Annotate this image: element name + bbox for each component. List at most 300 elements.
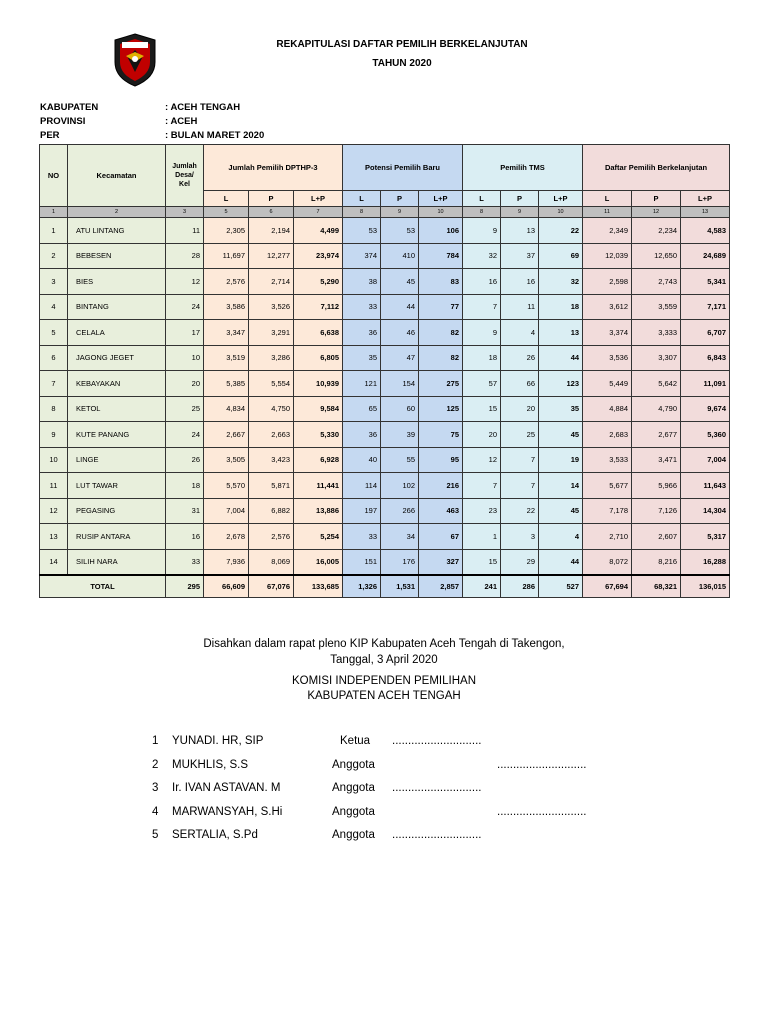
table-cell: 7,936 xyxy=(204,549,249,575)
total-cell: 286 xyxy=(501,575,539,598)
info-value-provinsi: : ACEH xyxy=(165,116,198,127)
header-p: P xyxy=(381,191,419,207)
table-cell: 37 xyxy=(501,243,539,269)
signatory-row xyxy=(152,806,612,822)
table-cell: 66 xyxy=(501,371,539,397)
column-index-cell: 7 xyxy=(294,207,343,218)
total-cell: 527 xyxy=(539,575,583,598)
table-cell: 45 xyxy=(539,422,583,448)
table-cell: 33 xyxy=(343,294,381,320)
table-cell: 9,674 xyxy=(681,396,730,422)
table-cell: 275 xyxy=(419,371,463,397)
total-cell: 133,685 xyxy=(294,575,343,598)
table-cell: 7 xyxy=(40,371,68,397)
table-cell: 12,277 xyxy=(249,243,294,269)
table-cell: 5,290 xyxy=(294,269,343,295)
header-dpb: Daftar Pemilih Berkelanjutan xyxy=(583,145,730,191)
table-cell: 7 xyxy=(501,473,539,499)
header-l: L xyxy=(343,191,381,207)
table-row xyxy=(40,396,730,422)
table-row xyxy=(40,549,730,575)
table-cell: 8,216 xyxy=(632,549,681,575)
table-cell: 16 xyxy=(501,269,539,295)
table-cell: 151 xyxy=(343,549,381,575)
table-cell: 5,642 xyxy=(632,371,681,397)
signatory-number: 4 xyxy=(152,805,159,818)
header-lp: L+P xyxy=(419,191,463,207)
table-cell: 44 xyxy=(381,294,419,320)
table-cell: 3,505 xyxy=(204,447,249,473)
table-cell: 16,288 xyxy=(681,549,730,575)
table-cell: 6,882 xyxy=(249,498,294,524)
table-cell: 53 xyxy=(343,218,381,244)
column-index-row xyxy=(40,207,730,218)
total-cell: 67,694 xyxy=(583,575,632,598)
header-jumlah-desa: Jumlah Desa/ Kel xyxy=(166,145,204,207)
table-cell: 784 xyxy=(419,243,463,269)
kecamatan-cell: BINTANG xyxy=(68,294,166,320)
table-cell: 5,254 xyxy=(294,524,343,550)
total-row xyxy=(40,575,730,598)
table-row xyxy=(40,524,730,550)
table-cell: 77 xyxy=(419,294,463,320)
table-cell: 2,576 xyxy=(204,269,249,295)
table-cell: 20 xyxy=(166,371,204,397)
table-cell: 13,886 xyxy=(294,498,343,524)
document-title: REKAPITULASI DAFTAR PEMILIH BERKELANJUTAN xyxy=(276,39,528,50)
table-cell: 82 xyxy=(419,320,463,346)
signatory-number: 1 xyxy=(152,735,159,747)
table-cell: 12,039 xyxy=(583,243,632,269)
header-lp: L+P xyxy=(539,191,583,207)
table-cell: 24 xyxy=(166,294,204,320)
signatory-name: SERTALIA, S.Pd xyxy=(172,829,258,841)
table-cell: 5,360 xyxy=(681,422,730,448)
table-cell: 20 xyxy=(501,396,539,422)
table-cell: 47 xyxy=(381,345,419,371)
header-potensi: Potensi Pemilih Baru xyxy=(343,145,463,191)
table-cell: 32 xyxy=(539,269,583,295)
signatory-row xyxy=(152,782,612,798)
table-cell: 12,650 xyxy=(632,243,681,269)
table-cell: 46 xyxy=(381,320,419,346)
table-cell: 33 xyxy=(166,549,204,575)
table-cell: 16 xyxy=(166,524,204,550)
table-cell: 3,333 xyxy=(632,320,681,346)
table-cell: 28 xyxy=(166,243,204,269)
header-kecamatan: Kecamatan xyxy=(68,145,166,207)
table-cell: 4,790 xyxy=(632,396,681,422)
table-cell: 3 xyxy=(501,524,539,550)
table-cell: 10 xyxy=(166,345,204,371)
table-cell: 5,677 xyxy=(583,473,632,499)
table-cell: 3,471 xyxy=(632,447,681,473)
table-cell: 410 xyxy=(381,243,419,269)
signatory-row xyxy=(152,735,612,751)
header-l: L xyxy=(463,191,501,207)
table-cell: 6,707 xyxy=(681,320,730,346)
total-cell: 295 xyxy=(166,575,204,598)
table-row xyxy=(40,498,730,524)
kecamatan-cell: KUTE PANANG xyxy=(68,422,166,448)
column-index-cell: 12 xyxy=(632,207,681,218)
table-cell: 9 xyxy=(463,218,501,244)
column-index-cell: 13 xyxy=(681,207,730,218)
table-cell: 34 xyxy=(381,524,419,550)
table-cell: 3,536 xyxy=(583,345,632,371)
signatory-row xyxy=(152,829,612,845)
kecamatan-cell: KETOL xyxy=(68,396,166,422)
table-cell: 60 xyxy=(381,396,419,422)
table-cell: 2,678 xyxy=(204,524,249,550)
signatory-row xyxy=(152,759,612,775)
table-cell: 7,178 xyxy=(583,498,632,524)
table-cell: 123 xyxy=(539,371,583,397)
table-cell: 3,291 xyxy=(249,320,294,346)
header-no: NO xyxy=(40,145,68,207)
table-cell: 16,005 xyxy=(294,549,343,575)
kecamatan-cell: LINGE xyxy=(68,447,166,473)
signature-line: ............................ xyxy=(392,735,482,747)
table-cell: 3,533 xyxy=(583,447,632,473)
kecamatan-cell: BEBESEN xyxy=(68,243,166,269)
table-cell: 44 xyxy=(539,345,583,371)
table-cell: 11,091 xyxy=(681,371,730,397)
total-cell: 68,321 xyxy=(632,575,681,598)
column-index-cell: 8 xyxy=(463,207,501,218)
table-cell: 35 xyxy=(539,396,583,422)
table-cell: 67 xyxy=(419,524,463,550)
table-cell: 26 xyxy=(501,345,539,371)
table-cell: 114 xyxy=(343,473,381,499)
table-cell: 8,069 xyxy=(249,549,294,575)
signature-line: ............................ xyxy=(497,805,587,818)
signatory-number: 2 xyxy=(152,758,159,771)
table-cell: 6 xyxy=(40,345,68,371)
column-index-cell: 3 xyxy=(166,207,204,218)
table-cell: 197 xyxy=(343,498,381,524)
column-index-cell: 2 xyxy=(68,207,166,218)
org-name-line2: KABUPATEN ACEH TENGAH xyxy=(307,690,461,702)
table-cell: 3,612 xyxy=(583,294,632,320)
table-cell: 2,598 xyxy=(583,269,632,295)
table-cell: 4,834 xyxy=(204,396,249,422)
header-tms: Pemilih TMS xyxy=(463,145,583,191)
table-cell: 39 xyxy=(381,422,419,448)
table-cell: 14 xyxy=(539,473,583,499)
approval-line1: Disahkan dalam rapat pleno KIP Kabupaten Aceh Tengah di Takengon, xyxy=(203,638,565,650)
total-cell: 1,326 xyxy=(343,575,381,598)
column-index-cell: 10 xyxy=(539,207,583,218)
table-cell: 5,449 xyxy=(583,371,632,397)
header-l: L xyxy=(583,191,632,207)
table-cell: 14 xyxy=(40,549,68,575)
table-cell: 16 xyxy=(463,269,501,295)
table-cell: 2,683 xyxy=(583,422,632,448)
column-index-cell: 10 xyxy=(419,207,463,218)
table-cell: 45 xyxy=(539,498,583,524)
table-cell: 11,697 xyxy=(204,243,249,269)
kecamatan-cell: LUT TAWAR xyxy=(68,473,166,499)
table-cell: 4,750 xyxy=(249,396,294,422)
table-cell: 5,341 xyxy=(681,269,730,295)
table-cell: 2,194 xyxy=(249,218,294,244)
table-cell: 106 xyxy=(419,218,463,244)
table-cell: 3,586 xyxy=(204,294,249,320)
table-cell: 7 xyxy=(463,473,501,499)
table-cell: 4 xyxy=(539,524,583,550)
table-cell: 25 xyxy=(166,396,204,422)
table-row xyxy=(40,320,730,346)
table-cell: 5,570 xyxy=(204,473,249,499)
total-cell: 136,015 xyxy=(681,575,730,598)
table-cell: 3,286 xyxy=(249,345,294,371)
table-cell: 5 xyxy=(40,320,68,346)
signatory-role: Anggota xyxy=(332,829,375,841)
table-cell: 15 xyxy=(463,549,501,575)
header-dpthp: Jumlah Pemilih DPTHP-3 xyxy=(204,145,343,191)
table-cell: 3,374 xyxy=(583,320,632,346)
table-cell: 19 xyxy=(539,447,583,473)
org-name-line1: KOMISI INDEPENDEN PEMILIHAN xyxy=(291,675,477,687)
info-value-per: : BULAN MARET 2020 xyxy=(165,130,265,141)
table-cell: 31 xyxy=(166,498,204,524)
table-cell: 14,304 xyxy=(681,498,730,524)
table-cell: 2,607 xyxy=(632,524,681,550)
total-cell: 1,531 xyxy=(381,575,419,598)
column-index-cell: 6 xyxy=(249,207,294,218)
table-cell: 4,884 xyxy=(583,396,632,422)
table-cell: 7 xyxy=(463,294,501,320)
table-cell: 125 xyxy=(419,396,463,422)
table-cell: 18 xyxy=(463,345,501,371)
table-cell: 4 xyxy=(40,294,68,320)
table-row xyxy=(40,218,730,244)
table-cell: 1 xyxy=(40,218,68,244)
table-cell: 5,871 xyxy=(249,473,294,499)
table-cell: 36 xyxy=(343,422,381,448)
table-cell: 32 xyxy=(463,243,501,269)
kecamatan-cell: PEGASING xyxy=(68,498,166,524)
signatory-number: 3 xyxy=(152,782,159,794)
column-index-cell: 1 xyxy=(40,207,68,218)
table-cell: 11,643 xyxy=(681,473,730,499)
signature-line: ............................ xyxy=(392,782,482,794)
table-cell: 20 xyxy=(463,422,501,448)
table-cell: 44 xyxy=(539,549,583,575)
info-block xyxy=(40,102,340,144)
table-cell: 266 xyxy=(381,498,419,524)
signature-line: ............................ xyxy=(392,829,482,841)
table-cell: 6,928 xyxy=(294,447,343,473)
table-cell: 18 xyxy=(166,473,204,499)
table-cell: 2,710 xyxy=(583,524,632,550)
column-index-cell: 8 xyxy=(343,207,381,218)
table-cell: 9,584 xyxy=(294,396,343,422)
signatory-name: MUKHLIS, S.S xyxy=(172,758,249,771)
table-cell: 33 xyxy=(343,524,381,550)
table-cell: 23 xyxy=(463,498,501,524)
table-cell: 4,583 xyxy=(681,218,730,244)
table-cell: 45 xyxy=(381,269,419,295)
table-cell: 55 xyxy=(381,447,419,473)
signatory-name: MARWANSYAH, S.Hi xyxy=(172,805,283,818)
table-cell: 5,554 xyxy=(249,371,294,397)
table-cell: 374 xyxy=(343,243,381,269)
table-cell: 9 xyxy=(463,320,501,346)
signatory-role: Anggota xyxy=(332,782,375,794)
table-cell: 3,347 xyxy=(204,320,249,346)
table-cell: 11,441 xyxy=(294,473,343,499)
table-cell: 95 xyxy=(419,447,463,473)
header-p: P xyxy=(501,191,539,207)
table-cell: 5,966 xyxy=(632,473,681,499)
header-lp: L+P xyxy=(294,191,343,207)
table-row xyxy=(40,447,730,473)
table-cell: 10,939 xyxy=(294,371,343,397)
column-index-cell: 11 xyxy=(583,207,632,218)
table-cell: 65 xyxy=(343,396,381,422)
table-cell: 3,519 xyxy=(204,345,249,371)
table-cell: 22 xyxy=(501,498,539,524)
info-key-kabupaten: KABUPATEN xyxy=(40,102,99,113)
table-cell: 11 xyxy=(501,294,539,320)
table-cell: 7,171 xyxy=(681,294,730,320)
table-row xyxy=(40,243,730,269)
header-lp: L+P xyxy=(681,191,730,207)
kecamatan-cell: BIES xyxy=(68,269,166,295)
table-cell: 2,714 xyxy=(249,269,294,295)
table-cell: 40 xyxy=(343,447,381,473)
total-cell: 67,076 xyxy=(249,575,294,598)
table-row xyxy=(40,371,730,397)
table-cell: 327 xyxy=(419,549,463,575)
table-cell: 2,234 xyxy=(632,218,681,244)
table-cell: 23,974 xyxy=(294,243,343,269)
signatory-role: Anggota xyxy=(332,758,375,771)
kecamatan-cell: CELALA xyxy=(68,320,166,346)
table-cell: 2,349 xyxy=(583,218,632,244)
table-cell: 8,072 xyxy=(583,549,632,575)
table-cell: 36 xyxy=(343,320,381,346)
table-cell: 13 xyxy=(501,218,539,244)
kecamatan-cell: KEBAYAKAN xyxy=(68,371,166,397)
recap-table xyxy=(39,144,730,598)
kecamatan-cell: RUSIP ANTARA xyxy=(68,524,166,550)
table-cell: 11 xyxy=(40,473,68,499)
table-cell: 24 xyxy=(166,422,204,448)
table-cell: 7,004 xyxy=(681,447,730,473)
total-label: TOTAL xyxy=(40,575,166,598)
table-cell: 3,559 xyxy=(632,294,681,320)
total-cell: 2,857 xyxy=(419,575,463,598)
table-cell: 57 xyxy=(463,371,501,397)
approval-date: Tanggal, 3 April 2020 xyxy=(330,654,438,666)
table-cell: 17 xyxy=(166,320,204,346)
table-cell: 15 xyxy=(463,396,501,422)
table-cell: 26 xyxy=(166,447,204,473)
table-cell: 176 xyxy=(381,549,419,575)
signature-line: ............................ xyxy=(497,758,587,771)
table-cell: 13 xyxy=(40,524,68,550)
table-cell: 12 xyxy=(166,269,204,295)
table-cell: 3 xyxy=(40,269,68,295)
table-cell: 11 xyxy=(166,218,204,244)
table-cell: 24,689 xyxy=(681,243,730,269)
table-cell: 3,526 xyxy=(249,294,294,320)
table-cell: 12 xyxy=(40,498,68,524)
table-cell: 38 xyxy=(343,269,381,295)
column-index-cell: 9 xyxy=(501,207,539,218)
table-cell: 82 xyxy=(419,345,463,371)
table-cell: 1 xyxy=(463,524,501,550)
info-value-kabupaten: : ACEH TENGAH xyxy=(165,102,241,113)
table-cell: 154 xyxy=(381,371,419,397)
signatory-number: 5 xyxy=(152,829,159,841)
table-row xyxy=(40,269,730,295)
table-cell: 6,638 xyxy=(294,320,343,346)
table-cell: 7,126 xyxy=(632,498,681,524)
table-cell: 2,667 xyxy=(204,422,249,448)
signatory-name: Ir. IVAN ASTAVAN. M xyxy=(172,782,281,794)
table-cell: 7,004 xyxy=(204,498,249,524)
table-cell: 13 xyxy=(539,320,583,346)
document-year: TAHUN 2020 xyxy=(372,58,432,69)
table-cell: 7,112 xyxy=(294,294,343,320)
table-cell: 102 xyxy=(381,473,419,499)
kecamatan-cell: SILIH NARA xyxy=(68,549,166,575)
signatory-role: Ketua xyxy=(340,735,371,747)
table-row xyxy=(40,294,730,320)
table-cell: 18 xyxy=(539,294,583,320)
table-row xyxy=(40,422,730,448)
table-cell: 69 xyxy=(539,243,583,269)
table-cell: 2,677 xyxy=(632,422,681,448)
signatory-name: YUNADI. HR, SIP xyxy=(172,735,264,747)
header-l: L xyxy=(204,191,249,207)
kecamatan-cell: JAGONG JEGET xyxy=(68,345,166,371)
table-cell: 10 xyxy=(40,447,68,473)
table-row xyxy=(40,473,730,499)
table-cell: 53 xyxy=(381,218,419,244)
info-key-provinsi: PROVINSI xyxy=(40,116,86,127)
table-cell: 2 xyxy=(40,243,68,269)
table-cell: 25 xyxy=(501,422,539,448)
column-index-cell: 9 xyxy=(381,207,419,218)
total-cell: 241 xyxy=(463,575,501,598)
column-index-cell: 5 xyxy=(204,207,249,218)
header-p: P xyxy=(632,191,681,207)
table-cell: 5,317 xyxy=(681,524,730,550)
table-cell: 2,305 xyxy=(204,218,249,244)
table-cell: 4 xyxy=(501,320,539,346)
table-cell: 5,385 xyxy=(204,371,249,397)
kecamatan-cell: ATU LINTANG xyxy=(68,218,166,244)
table-cell: 9 xyxy=(40,422,68,448)
table-cell: 6,805 xyxy=(294,345,343,371)
table-cell: 216 xyxy=(419,473,463,499)
header-p: P xyxy=(249,191,294,207)
table-cell: 75 xyxy=(419,422,463,448)
table-cell: 2,743 xyxy=(632,269,681,295)
table-cell: 29 xyxy=(501,549,539,575)
info-key-per: PER xyxy=(40,130,60,141)
table-cell: 83 xyxy=(419,269,463,295)
table-cell: 12 xyxy=(463,447,501,473)
table-row xyxy=(40,345,730,371)
table-cell: 2,576 xyxy=(249,524,294,550)
table-cell: 121 xyxy=(343,371,381,397)
